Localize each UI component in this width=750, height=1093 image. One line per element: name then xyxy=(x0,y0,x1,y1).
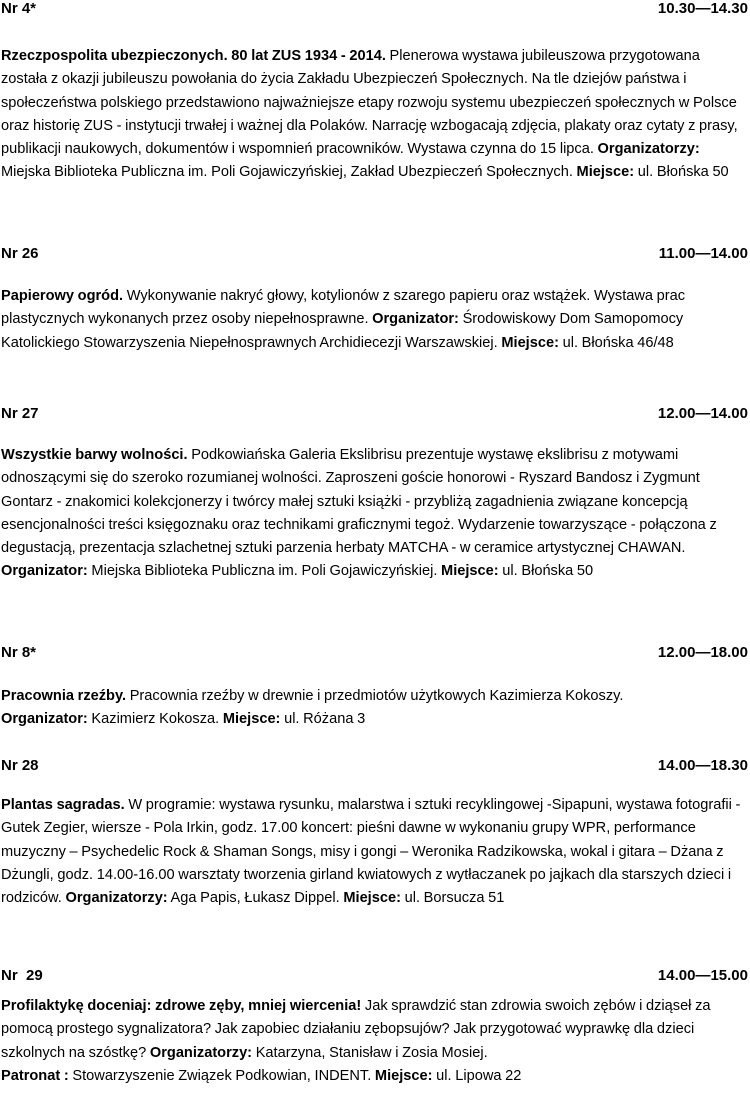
event-time: 14.00—18.30 xyxy=(657,757,748,774)
organizer-name: Kazimierz Kokosza. xyxy=(91,711,223,728)
event-title: Rzeczpospolita ubezpieczonych. 80 lat ZUS 1934 - 2014. xyxy=(1,48,386,64)
event-number: Nr 27 xyxy=(1,405,39,422)
organizer-name: Miejska Biblioteka Publiczna im. Poli Gojawiczyńskiej, Zakład Ubezpieczeń Społecznych. xyxy=(1,164,573,181)
event-title: Wszystkie barwy wolności. xyxy=(1,447,188,463)
event-description xyxy=(1,285,746,355)
event-text: Plenerowa wystawa jubileuszowa przygotowana została z okazji jubileuszu powołania do życia Zakładu Ubezpieczeń Społecznych. Na tle dziejów państwa i społeczeństwa polskiego przedstawiono najważniejsze etapy rozwoju systemu ubezpieczeń społecznych w Polsce oraz historię ZUS - instytucji trwałej i ważnej dla Polaków. Narrację wzbogacają zdjęcia, plakaty oraz cytaty z prasy, publikacji naukowych, dokumentów i wspomnień pracowników. Wystawa czynna do 15 lipca. xyxy=(1,48,738,158)
patron-label: Patronat : xyxy=(1,1067,69,1084)
organizer-label: Organizatorzy: xyxy=(65,890,168,907)
event-header xyxy=(0,0,750,20)
place-label: Miejsce: xyxy=(343,890,401,907)
place-label: Miejsce: xyxy=(441,563,499,580)
event-description xyxy=(1,444,746,584)
event-number: Nr 26 xyxy=(1,245,39,262)
event-number: Nr 8* xyxy=(1,644,37,661)
event-title: Papierowy ogród. xyxy=(1,288,124,304)
place-label: Miejsce: xyxy=(222,711,281,728)
event-header xyxy=(0,243,750,265)
place-address: ul. Borsucza 51 xyxy=(404,890,505,907)
event-description xyxy=(1,685,746,732)
place-label: Miejsce: xyxy=(501,334,559,351)
event-title: Plantas sagradas. xyxy=(1,797,125,813)
event-description xyxy=(1,794,746,910)
event-description xyxy=(1,45,746,185)
event-header xyxy=(0,755,750,777)
event-text: W programie: wystawa rysunku, malarstwa i sztuki recyklingowej -Sipapuni, wystawa fotografii - Gutek Zegier, wiersze - Pola Irkin, godz. 17.00 koncert: pieśni dawne w wykonaniu grupy WPR, performance muzyczny – Psychedelic Rock & Shaman Songs, misy i gongi – Weronika Radzikowska, wokal i gitara – Dżana z Dżungli, godz. 14.00-16.00 warsztaty tworzenia girland kwiatowych z wytłaczanek po jajkach dla starszych dzieci i rodziców. xyxy=(1,797,741,907)
place-label: Miejsce: xyxy=(576,164,635,181)
event-entry xyxy=(0,243,750,351)
event-title: Pracownia rzeźby. xyxy=(1,688,127,704)
event-entry xyxy=(0,0,750,181)
event-header xyxy=(0,965,750,987)
event-time: 11.00—14.00 xyxy=(658,245,748,262)
event-time: 12.00—18.00 xyxy=(657,644,748,661)
organizer-name: Katarzyna, Stanisław i Zosia Mosiej. xyxy=(255,1044,488,1061)
event-entry xyxy=(0,755,750,907)
organizer-label: Organizator: xyxy=(1,711,88,728)
place-address: ul. Lipowa 22 xyxy=(436,1067,522,1084)
event-time: 14.00—15.00 xyxy=(657,967,748,984)
event-text: Podkowiańska Galeria Ekslibrisu prezentuje wystawę ekslibrisu z motywami odnoszącymi się do szeroko rozumianej wolności. Zaproszeni goście honorowi - Ryszard Bandosz i Zygmunt Gontarz - znakomici kolekcjonerzy i twórcy małej sztuki książki - przybliżą zagadnienia związane koncepcją esencjonalności treści księgoznaku oraz technikami graficznymi tegoż. Wydarzenie towarzyszące - połączona z degustacją, prezentacja szlachetnej sztuki parzenia herbaty MATCHA - w ceramice artystycznej CHAWAN. xyxy=(1,447,717,557)
place-address: ul. Błońska 50 xyxy=(637,164,729,181)
organizer-label: Organizatorzy: xyxy=(149,1044,253,1061)
place-label: Miejsce: xyxy=(374,1067,433,1084)
organizer-name: Środowiskowy Dom Samopomocy Katolickiego Stowarzyszenia Niepełnosprawnych Archidiecezji Warszawskiej. xyxy=(1,311,684,351)
place-address: ul. Błońska 50 xyxy=(502,563,594,580)
place-address: ul. Różana 3 xyxy=(284,711,366,728)
event-number: Nr 4* xyxy=(1,0,37,17)
event-entry xyxy=(0,403,750,580)
event-time: 10.30—14.30 xyxy=(657,0,748,17)
organizer-label: Organizatorzy: xyxy=(597,141,700,158)
event-title: Profilaktykę doceniaj: zdrowe zęby, mniej wiercenia! xyxy=(1,998,362,1014)
organizer-name: Miejska Biblioteka Publiczna im. Poli Gojawiczyńskiej. xyxy=(91,563,438,580)
event-description xyxy=(1,995,746,1088)
patron-name: Stowarzyszenie Związek Podkowian, INDENT. xyxy=(72,1067,372,1084)
event-number: Nr 29 xyxy=(1,967,43,984)
event-number: Nr 28 xyxy=(1,757,39,774)
event-time: 12.00—14.00 xyxy=(657,405,748,422)
place-address: ul. Błońska 46/48 xyxy=(562,334,674,351)
event-entry xyxy=(0,965,750,1084)
event-header xyxy=(0,642,750,664)
event-text: Wykonywanie nakryć głowy, kotylionów z szarego papieru oraz wstążek. Wystawa prac plastycznych wykonanych przez osoby niepełnosprawne. xyxy=(1,288,686,328)
organizer-label: Organizator: xyxy=(372,311,459,328)
event-header xyxy=(0,403,750,425)
organizer-label: Organizator: xyxy=(1,563,88,580)
organizer-name: Aga Papis, Łukasz Dippel. xyxy=(170,890,340,907)
event-text: Jak sprawdzić stan zdrowia swoich zębów i dziąseł za pomocą prostego sygnalizatora? Jak zapobiec działaniu zębopsujów? Jak przygotować wyprawkę dla dzieci szkolnych na szóstkę? xyxy=(1,998,711,1061)
event-entry xyxy=(0,642,750,728)
event-text: Pracownia rzeźby w drewnie i przedmiotów użytkowych Kazimierza Kokoszy. xyxy=(129,688,624,704)
